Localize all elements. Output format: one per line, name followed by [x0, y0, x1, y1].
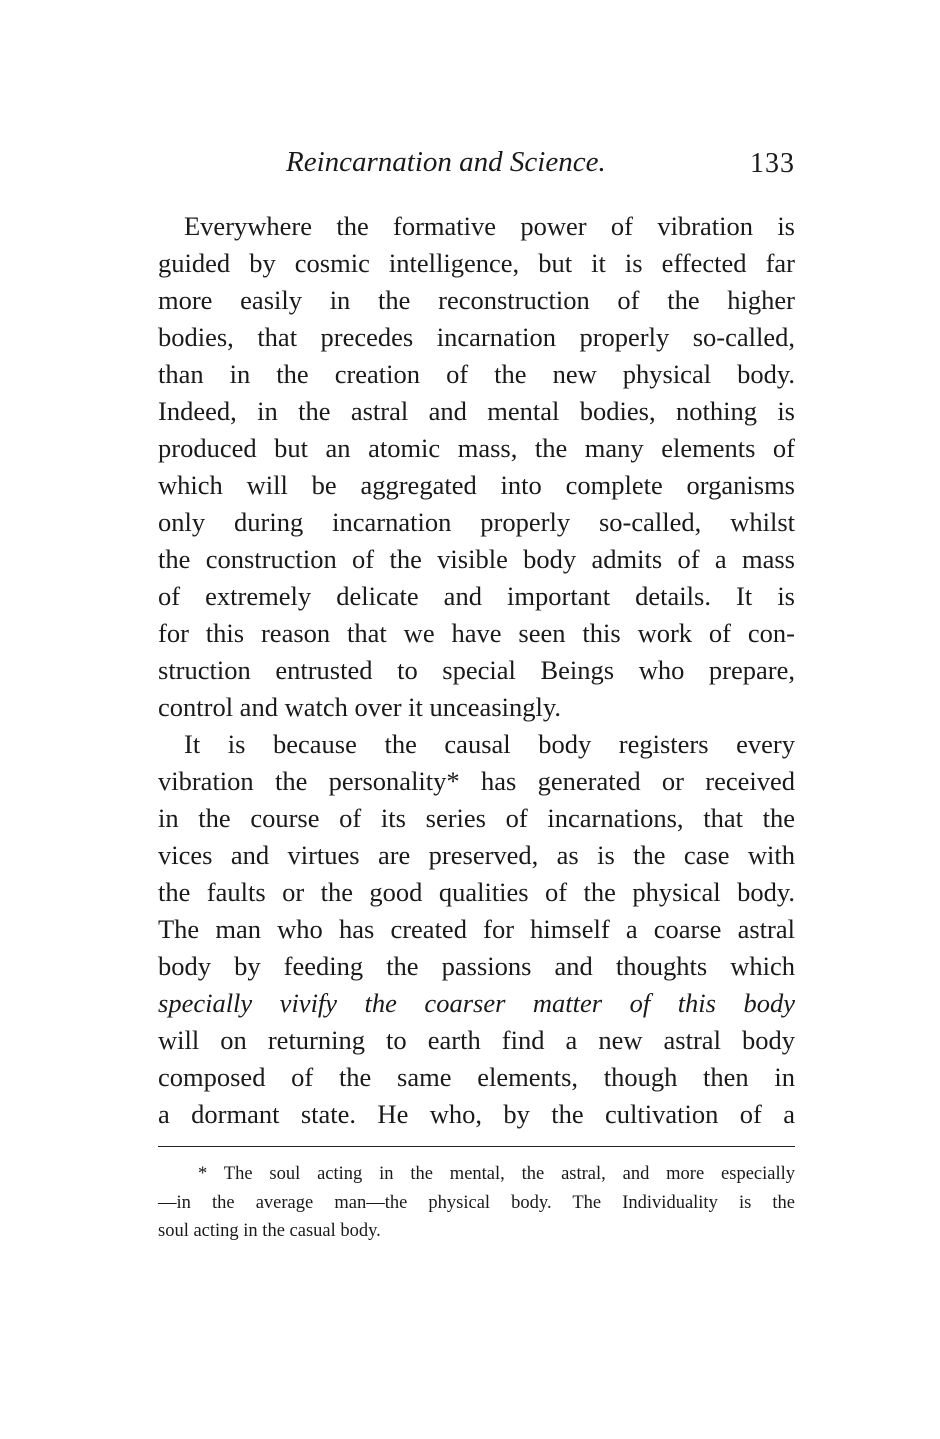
- text-line: struction entrusted to special Beings who prepare,: [158, 655, 795, 685]
- text-line: specially vivify the coarser matter of this body: [158, 988, 795, 1018]
- text-line: in the course of its series of incarnations, that the: [158, 803, 795, 833]
- text-line: guided by cosmic intelligence, but it is effected far: [158, 248, 795, 278]
- text-line: will on returning to earth find a new astral body: [158, 1025, 795, 1055]
- footnote-line: soul acting in the casual body.: [158, 1221, 381, 1241]
- text-line: body by feeding the passions and thoughts which: [158, 951, 795, 981]
- text-line: which will be aggregated into complete organisms: [158, 470, 795, 500]
- text-line: more easily in the reconstruction of the higher: [158, 285, 795, 315]
- text-line: than in the creation of the new physical body.: [158, 359, 795, 389]
- text-line: composed of the same elements, though then in: [158, 1062, 795, 1092]
- text-line: vibration the personality* has generated or received: [158, 766, 795, 796]
- page-number: 133: [750, 148, 795, 179]
- text-line: Indeed, in the astral and mental bodies, nothing is: [158, 396, 795, 426]
- footnote-line: * The soul acting in the mental, the astral, and more especially: [198, 1164, 795, 1184]
- text-line: control and watch over it unceasingly.: [158, 692, 562, 722]
- footnote-line: —in the average man—the physical body. The Individuality is the: [158, 1192, 795, 1213]
- text-line: a dormant state. He who, by the cultivation of a: [158, 1099, 795, 1129]
- text-line: produced but an atomic mass, the many elements of: [158, 433, 795, 463]
- running-title: Reincarnation and Science.: [286, 146, 606, 178]
- text-line: bodies, that precedes incarnation properly so-called,: [158, 322, 795, 352]
- text-line: vices and virtues are preserved, as is the case with: [158, 840, 795, 870]
- body-text: [158, 208, 795, 1133]
- footnote: [158, 1160, 795, 1246]
- text-line: the faults or the good qualities of the physical body.: [158, 877, 795, 907]
- text-line: only during incarnation properly so-called, whilst: [158, 507, 795, 537]
- footnote-divider: [158, 1146, 795, 1147]
- text-line: of extremely delicate and important details. It is: [158, 581, 795, 611]
- text-line: The man who has created for himself a coarse astral: [158, 914, 795, 944]
- running-header: [158, 146, 795, 186]
- text-line: It is because the causal body registers every: [184, 729, 795, 759]
- text-line: for this reason that we have seen this work of con-: [158, 618, 795, 648]
- text-line: the construction of the visible body admits of a mass: [158, 544, 795, 574]
- text-line: Everywhere the formative power of vibration is: [184, 211, 795, 241]
